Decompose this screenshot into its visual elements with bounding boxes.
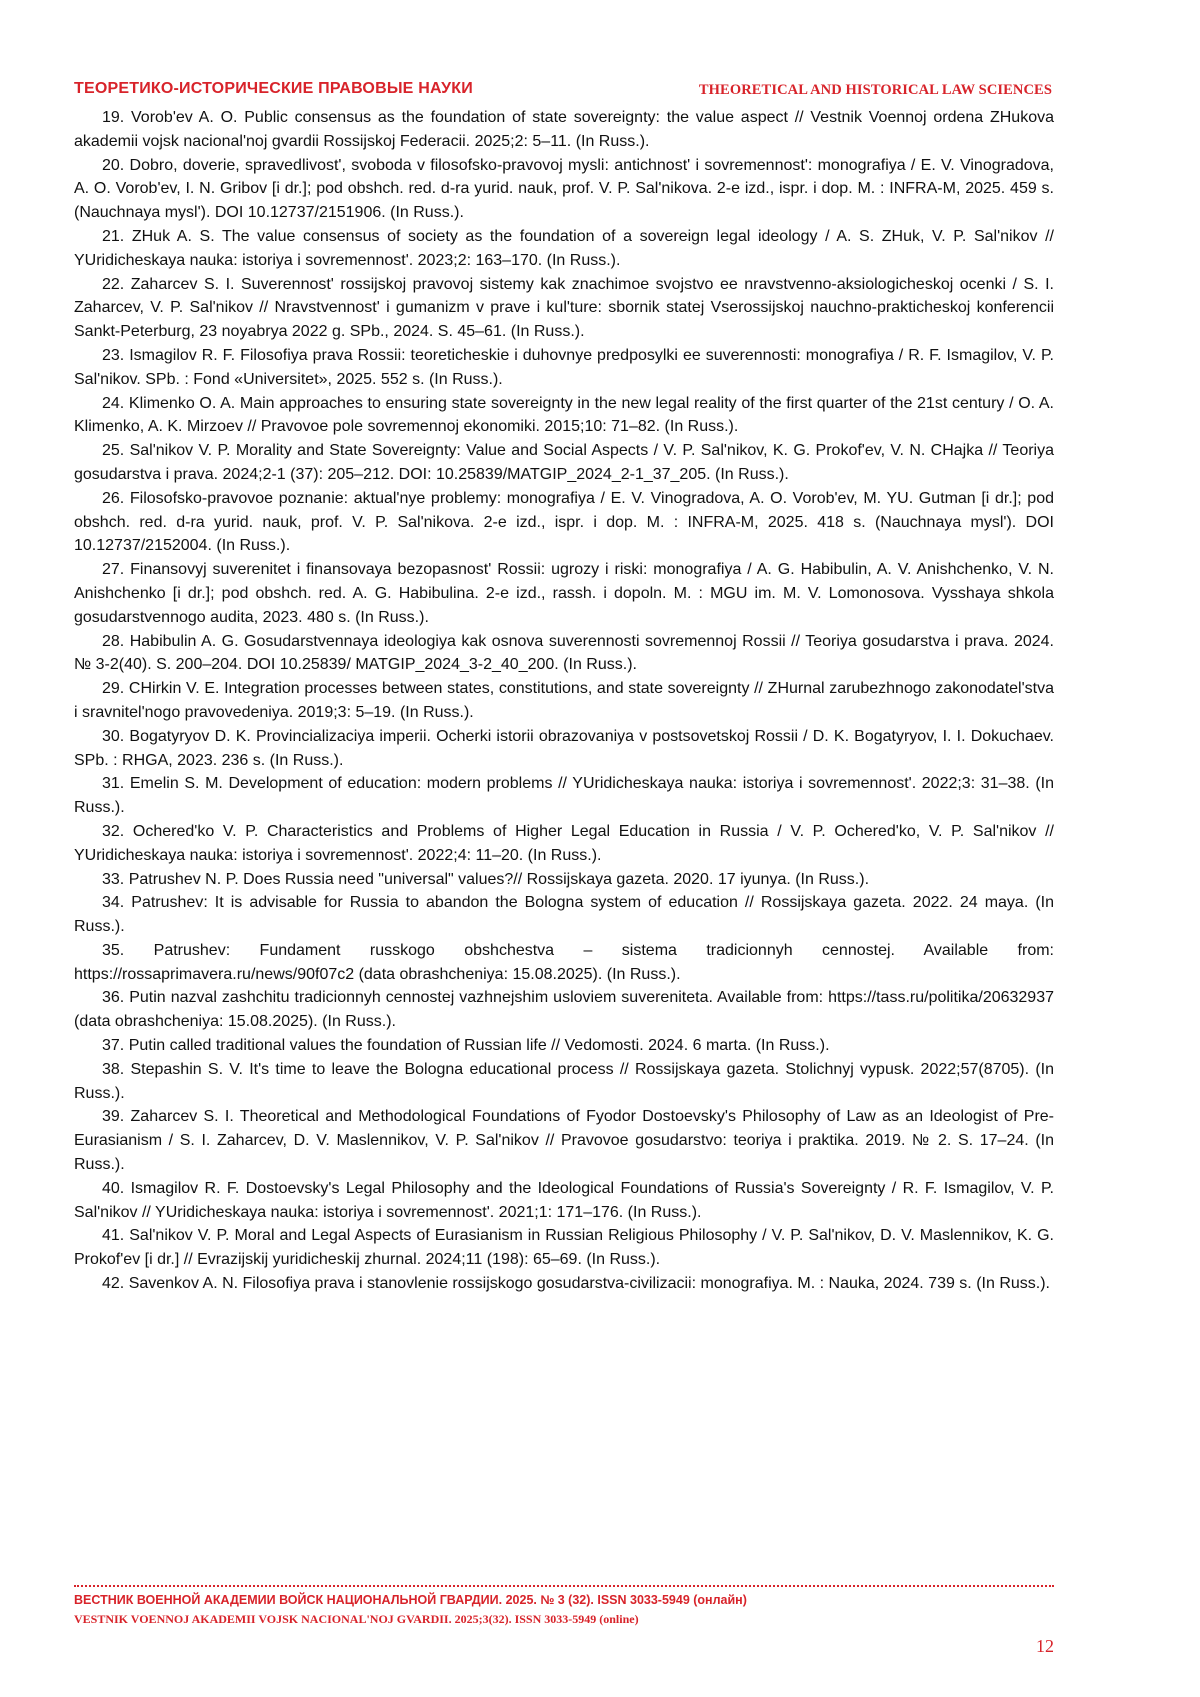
reference-item: 36. Putin nazval zashchitu tradicionnyh cennostej vazhnejshim usloviem suvereniteta. Available from: https://tass.ru/politika/20632937 (data obrashcheniya: 15.08.2025). (In Russ.). <box>74 989 1054 1031</box>
reference-item: 27. Finansovyj suverenitet i finansovaya bezopasnost' Rossii: ugrozy i riski: monografiya / A. G. Habibulin, A. V. Anishchenko, V. N. Anishchenko [i dr.]; pod obshch. red. A. G. Habibulina. 2-e izd., rassh. i dopoln. M. : MGU im. M. V. Lomonosova. Vysshaya shkola gosudarstvennogo audita, 2023. 480 s. (In Russ.). <box>74 561 1054 626</box>
reference-item: 32. Ochered'ko V. P. Characteristics and Problems of Higher Legal Education in Russia / V. P. Ochered'ko, V. P. Sal'nikov // YUridicheskaya nauka: istoriya i sovremennost'. 2022;4: 11–20. (In Russ.). <box>74 822 1054 864</box>
page-number: 12 <box>1036 1636 1054 1656</box>
reference-item: 41. Sal'nikov V. P. Moral and Legal Aspects of Eurasianism in Russian Religious Philosophy / V. P. Sal'nikov, D. V. Maslennikov, K. G. Prokof'ev [i dr.] // Evrazijskij yuridicheskij zhurnal. 2024;11 (198): 65–69. (In Russ.). <box>74 1227 1054 1269</box>
reference-item: 42. Savenkov A. N. Filosofiya prava i stanovlenie rossijskogo gosudarstva-civilizacii: monografiya. M. : Nauka, 2024. 739 s. (In Russ.). <box>102 1275 1050 1293</box>
running-header-en: THEORETICAL AND HISTORICAL LAW SCIENCES <box>698 82 1052 98</box>
reference-item: 31. Emelin S. M. Development of education: modern problems // YUridicheskaya nauka: istoriya i sovremennost'. 2022;3: 31–38. (In Russ.). <box>74 775 1054 817</box>
reference-item: 28. Habibulin A. G. Gosudarstvennaya ideologiya kak osnova suverennosti sovremennoj Rossii // Teoriya gosudarstva i prava. 2024. № 3-2(40). S. 200–204. DOI 10.25839/ MATGIP_2024_3-2_40_200. (In Russ.). <box>74 632 1054 674</box>
reference-item: 33. Patrushev N. P. Does Russia need "universal" values?// Rossijskaya gazeta. 2020. 17 iyunya. (In Russ.). <box>102 870 870 888</box>
reference-item: 24. Klimenko O. A. Main approaches to ensuring state sovereignty in the new legal reality of the first quarter of the 21st century / O. A. Klimenko, A. K. Mirzoev // Pravovoe pole sovremennoj ekonomiki. 2015;10: 71–82. (In Russ.). <box>74 394 1054 436</box>
reference-item: 20. Dobro, doverie, spravedlivost', svoboda v filosofsko-pravovoj mysli: antichnost' i sovremennost': monografiya / E. V. Vinogradova, A. O. Vorob'ev, I. N. Gribov [i dr.]; pod obshch. red. d-ra yurid. nauk, prof. V. P. Sal'nikova. 2-e izd., ispr. i dop. M. : INFRA-M, 2025. 459 s. (Nauchnaya mysl'). DOI 10.12737/2151906. (In Russ.). <box>74 156 1054 222</box>
reference-item: 30. Bogatyryov D. K. Provincializaciya imperii. Ocherki istorii obrazovaniya v postsovetskoj Rossii / D. K. Bogatyryov, I. I. Dokuchaev. SPb. : RHGA, 2023. 236 s. (In Russ.). <box>74 727 1054 769</box>
reference-item: 29. CHirkin V. E. Integration processes between states, constitutions, and state sovereignty // ZHurnal zarubezhnogo zakonodatel'stva i sravnitel'nogo pravovedeniya. 2019;3: 5–19. (In Russ.). <box>74 680 1054 721</box>
reference-item: 23. Ismagilov R. F. Filosofiya prava Rossii: teoreticheskie i duhovnye predposylki ee suverennosti: monografiya / R. F. Ismagilov, V. P. Sal'nikov. SPb. : Fond «Universitet», 2025. 552 s. (In Russ.). <box>74 346 1054 388</box>
reference-list <box>74 106 1054 1296</box>
reference-item: 21. ZHuk A. S. The value consensus of society as the foundation of a sovereign legal ideology / A. S. ZHuk, V. P. Sal'nikov // YUridicheskaya nauka: istoriya i sovremennost'. 2023;2: 163–170. (In Russ.). <box>74 227 1054 269</box>
reference-item: 38. Stepashin S. V. It's time to leave the Bologna educational process // Rossijskaya gazeta. Stolichnyj vypusk. 2022;57(8705). (In Russ.). <box>74 1060 1054 1102</box>
reference-item: 22. Zaharcev S. I. Suverennost' rossijskoj pravovoj sistemy kak znachimoe svojstvo ee nravstvenno-aksiologicheskoj ocenki / S. I. Zaharcev, V. P. Sal'nikov // Nravstvennost' i gumanizm v prave i kul'ture: sbornik statej Vserossijskoj nauchno-prakticheskoj konferencii Sankt-Peterburg, 23 noyabrya 2022 g. SPb., 2024. S. 45–61. (In Russ.). <box>74 275 1054 341</box>
reference-item: 39. Zaharcev S. I. Theoretical and Methodological Foundations of Fyodor Dostoevsky's Philosophy of Law as an Ideologist of Pre-Eurasianism / S. I. Zaharcev, D. V. Maslennikov, V. P. Sal'nikov // Pravovoe gosudarstvo: teoriya i praktika. 2019. № 2. S. 17–24. (In Russ.). <box>74 1108 1054 1174</box>
reference-item: 34. Patrushev: It is advisable for Russia to abandon the Bologna system of education // Rossijskaya gazeta. 2022. 24 maya. (In Russ.). <box>74 894 1054 936</box>
reference-item: 35. Patrushev: Fundament russkogo obshchestva – sistema tradicionnyh cennostej. Available from: https://rossaprimavera.ru/news/90f07c2 (data obrashcheniya: 15.08.2025). (In Russ.). <box>74 941 1054 983</box>
reference-item: 25. Sal'nikov V. P. Morality and State Sovereignty: Value and Social Aspects / V. P. Sal'nikov, K. G. Prokof'ev, V. N. CHajka // Teoriya gosudarstva i prava. 2024;2-1 (37): 205–212. DOI: 10.25839/MATGIP_2024_2-1_37_205. (In Russ.). <box>74 442 1054 483</box>
footer-divider <box>74 1585 1054 1587</box>
footer-journal-ru: ВЕСТНИК ВОЕННОЙ АКАДЕМИИ ВОЙСК НАЦИОНАЛЬНОЙ ГВАРДИИ. 2025. № 3 (32). ISSN 3033-5949 (онлайн) <box>74 1593 747 1607</box>
reference-item: 37. Putin called traditional values the foundation of Russian life // Vedomosti. 2024. 6 marta. (In Russ.). <box>102 1037 830 1055</box>
reference-item: 40. Ismagilov R. F. Dostoevsky's Legal Philosophy and the Ideological Foundations of Russia's Sovereignty / R. F. Ismagilov, V. P. Sal'nikov // YUridicheskaya nauka: istoriya i sovremennost'. 2021;1: 171–176. (In Russ.). <box>74 1179 1054 1221</box>
footer-journal-en: VESTNIK VOENNOJ AKADEMII VOJSK NACIONAL'NOJ GVARDII. 2025;3(32). ISSN 3033-5949 (online) <box>74 1612 639 1626</box>
running-header-ru: ТЕОРЕТИКО-ИСТОРИЧЕСКИЕ ПРАВОВЫЕ НАУКИ <box>74 80 473 97</box>
reference-item: 19. Vorob'ev A. O. Public consensus as the foundation of state sovereignty: the value aspect // Vestnik Voennoj ordena ZHukova akademii vojsk nacional'noj gvardii Rossijskoj Federacii. 2025;2: 5–11. (In Russ.). <box>74 109 1054 150</box>
reference-item: 26. Filosofsko-pravovoe poznanie: aktual'nye problemy: monografiya / E. V. Vinogradova, A. O. Vorob'ev, M. YU. Gutman [i dr.]; pod obshch. red. d-ra yurid. nauk, prof. V. P. Sal'nikova. 2-e izd., ispr. i dop. M. : INFRA-M, 2025. 418 s. (Nauchnaya mysl'). DOI 10.12737/2152004. (In Russ.). <box>74 489 1054 555</box>
